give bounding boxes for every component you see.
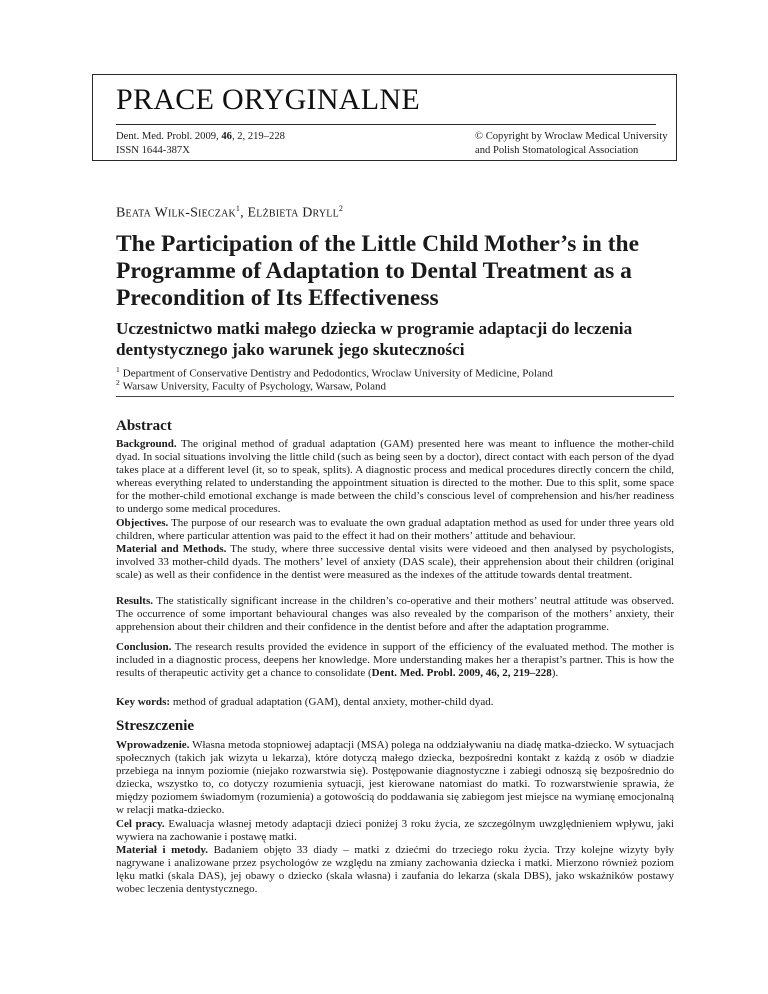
background-text: The original method of gradual adaptation (GAM) presented here was meant to influence the mother-child dyad. In social situations involving the little child (such as being seen by a doctor), direct contact with each person of the dyad takes place at a different level (it, so to speak, splits). A diagnostic process and medical procedures directly concern the child, whereas everything related to understanding the appointment situation is directed to the mother. Due to this split, some space for the mother-child emotional exchange is made between the child’s conscious level of comprehension and his/her readiness to undergo some medical procedures. <box>116 438 674 516</box>
cel-text: Ewaluacja własnej metody adaptacji dzieci poniżej 3 roku życia, ze szczególnym uwzględnieniem wpływu, jaki wywiera na zachowanie i postawę matki. <box>116 818 674 844</box>
journal-ref-prefix: Dent. Med. Probl. 2009, <box>116 131 222 142</box>
wprowadzenie-label: Wprowadzenie. <box>116 739 190 751</box>
abstract-objectives <box>116 517 674 543</box>
abstract-background <box>116 438 674 517</box>
author-1-affiliation-mark: 1 <box>235 204 241 213</box>
methods-text: The study, where three successive dental visits were videoed and then analysed by psychologists, involved 33 mother-child dyads. The mothers’ level of anxiety (DAS scale), their apprehension about their children (original scale) as well as their confidence in the dentist were measured as the indexes of the attitude towards dental treatment. <box>116 543 674 582</box>
streszczenie-heading: Streszczenie <box>116 718 195 734</box>
author-1: Beata Wilk-Sieczak <box>116 205 236 221</box>
background-label: Background. <box>116 438 177 450</box>
streszczenie-material <box>116 844 674 896</box>
copyright-line-2: and Polish Stomatological Association <box>475 145 639 156</box>
affiliation-2-text: Warsaw University, Faculty of Psychology, Warsaw, Poland <box>122 380 386 393</box>
objectives-label: Objectives. <box>116 517 169 529</box>
conclusion-label: Conclusion. <box>116 641 172 653</box>
affiliation-2-mark: 2 <box>116 378 120 387</box>
keywords-label: Key words: <box>116 696 171 708</box>
affiliation-1-mark: 1 <box>116 365 120 374</box>
abstract-conclusion <box>116 641 674 680</box>
journal-reference <box>116 130 285 158</box>
streszczenie-wprowadzenie <box>116 739 674 818</box>
abstract-methods <box>116 543 674 582</box>
issn: ISSN 1644-387X <box>116 145 190 156</box>
material-text: Badaniem objęto 33 diady – matki z dziećmi do trzeciego roku życia. Trzy kolejne wizyty były nagrywane i analizowane przez psychologów ze względu na zmiany zachowania dziecka i matki. Mierzono również poziom lęku matki (skala DAS), jej obawy o dziecko (skala własna) i zaufania do lekarza (skala DBS), jako wskaźników postawy wobec leczenia dentystycznego. <box>116 844 675 896</box>
article-title: The Participation of the Little Child Mother’s in the Programme of Adaptation to Dental Treatment as a Precondition of Its Effectiveness <box>116 231 640 311</box>
journal-header-box <box>92 74 677 161</box>
author-list <box>116 204 343 222</box>
keywords <box>116 696 674 709</box>
affiliation-2 <box>116 376 386 394</box>
author-2-affiliation-mark: 2 <box>338 204 344 213</box>
affiliation-1-text: Department of Conservative Dentistry and Pedodontics, Wroclaw University of Medicine, Poland <box>122 367 553 380</box>
results-text: The statistically significant increase in the children’s co-operative and their mothers’ neutral attitude was observed. The occurrence of some important behavioural changes was also revealed by the comparison of the mothers’ anxiety, their apprehension about their children and their confidence in the dentist before and after the adaptation programme. <box>116 595 674 634</box>
results-label: Results. <box>116 595 153 607</box>
methods-label: Material and Methods. <box>116 543 227 555</box>
journal-volume: 46 <box>221 131 232 142</box>
conclusion-citation: Dent. Med. Probl. 2009, 46, 2, 219–228 <box>371 667 552 680</box>
copyright-line-1: © Copyright by Wroclaw Medical University <box>475 131 668 142</box>
cel-label: Cel pracy. <box>116 818 165 830</box>
article-subtitle-polish: Uczestnictwo matki małego dziecka w programie adaptacji do leczenia dentystycznego jako warunek jego skuteczności <box>116 319 633 359</box>
keywords-text: method of gradual adaptation (GAM), dental anxiety, mother-child dyad. <box>170 696 494 708</box>
section-title: PRACE ORYGINALNE <box>116 83 420 116</box>
abstract-results <box>116 595 674 634</box>
author-2: Elżbieta Dryll <box>247 205 339 221</box>
objectives-text: The purpose of our research was to evaluate the own gradual adaptation method as used for under three years old children, where particular attention was paid to the effect it had on their mothers’ attitude and behaviour. <box>116 517 674 543</box>
conclusion-end: ). <box>551 667 559 680</box>
streszczenie-cel <box>116 818 674 844</box>
conclusion-text: The research results provided the evidence in support of the efficiency of the evaluated method. The mother is included in a diagnostic process, deepens her knowledge. More understanding makes her a therapist’s partner. This is how the results of therapeutic activity get a chance to consolidate ( <box>116 641 674 680</box>
section-divider <box>116 396 674 397</box>
author-separator: , <box>240 205 248 221</box>
copyright-notice <box>475 130 668 158</box>
abstract-heading: Abstract <box>116 418 172 434</box>
material-label: Materiał i metody. <box>116 844 209 856</box>
wprowadzenie-text: Własna metoda stopniowej adaptacji (MSA) polega na oddziaływaniu na diadę matka-dziecko. W sytuacjach społecznych (takich jak wizyta u lekarza), które dotyczą małego dziecka, bezpośredni kontakt z każdą z osób w diadzie przebiega na innym poziomie (niejako rozwarstwia się). Postępowanie diagnostyczne i zabiegi odnoszą się bezpośrednio do dziecka, wszystko to, co dotyczy rozumienia sytuacji, jest kierowane natomiast do matki. To rozwarstwienie sprawia, że między poziomem świadomym (rozumienia) a gotowością do poddawania się zabiegom jest miejsce na wymianę emocjonalną w relacji matka-dziecko. <box>116 739 674 817</box>
journal-ref-suffix: , 2, 219–228 <box>231 131 285 142</box>
header-divider <box>116 124 656 125</box>
